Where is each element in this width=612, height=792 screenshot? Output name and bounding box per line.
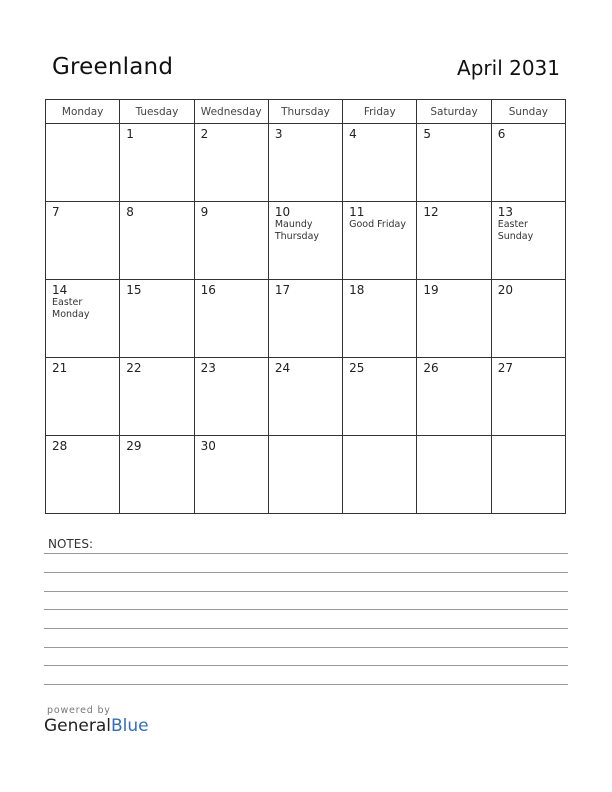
day-cell <box>417 124 491 202</box>
day-cell <box>120 436 194 514</box>
day-number: 8 <box>126 205 134 219</box>
day-number: 4 <box>349 127 357 141</box>
day-number: 13 <box>497 205 513 219</box>
day-number: 20 <box>497 283 513 297</box>
weekday-header: Monday <box>46 100 120 124</box>
week-row <box>46 358 566 436</box>
week-row <box>46 280 566 358</box>
day-cell <box>343 280 417 358</box>
logo-general-text: General <box>44 716 111 736</box>
day-cell <box>46 436 120 514</box>
day-number: 19 <box>423 283 439 297</box>
day-number: 11 <box>349 205 365 219</box>
day-cell <box>194 436 268 514</box>
day-cell <box>120 202 194 280</box>
week-row <box>46 124 566 202</box>
day-number: 12 <box>423 205 439 219</box>
day-number: 21 <box>52 361 68 375</box>
notes-line <box>44 609 568 610</box>
notes-line <box>44 665 568 666</box>
day-number: 7 <box>52 205 60 219</box>
day-number: 1 <box>126 127 134 141</box>
day-cell <box>268 280 342 358</box>
day-number: 28 <box>52 439 68 453</box>
calendar-month-year: April 2031 <box>457 56 560 80</box>
day-cell <box>343 436 417 514</box>
day-cell <box>417 280 491 358</box>
day-cell <box>268 124 342 202</box>
day-cell <box>120 124 194 202</box>
day-cell <box>417 358 491 436</box>
notes-line <box>44 628 568 629</box>
day-number: 27 <box>497 361 513 375</box>
day-number: 17 <box>274 283 291 297</box>
notes-label: NOTES: <box>48 537 93 551</box>
day-cell <box>491 436 565 514</box>
day-cell <box>417 436 491 514</box>
calendar-grid <box>45 99 566 514</box>
week-row <box>46 436 566 514</box>
calendar-country-title: Greenland <box>52 54 174 80</box>
holiday-label: Maundy Thursday <box>274 219 320 242</box>
day-cell <box>120 358 194 436</box>
day-cell <box>491 280 565 358</box>
weekday-header: Thursday <box>268 100 342 124</box>
day-number: 22 <box>126 361 142 375</box>
day-number: 2 <box>200 127 209 141</box>
day-cell <box>491 358 565 436</box>
day-cell <box>194 280 268 358</box>
day-cell <box>46 124 120 202</box>
day-cell <box>46 202 120 280</box>
weekday-header: Saturday <box>417 100 491 124</box>
day-number: 5 <box>423 127 432 141</box>
day-cell <box>417 202 491 280</box>
holiday-label: Easter Sunday <box>497 219 534 242</box>
day-number: 18 <box>349 283 365 297</box>
day-cell <box>194 202 268 280</box>
holiday-label: Good Friday <box>349 219 406 230</box>
day-cell <box>343 124 417 202</box>
day-cell <box>343 358 417 436</box>
day-number: 14 <box>52 283 68 297</box>
day-number: 3 <box>274 127 283 141</box>
powered-by-text: powered by <box>47 705 111 716</box>
week-row <box>46 202 566 280</box>
notes-line <box>44 572 568 573</box>
notes-line <box>44 684 568 685</box>
day-cell <box>46 280 120 358</box>
day-number: 30 <box>200 439 216 453</box>
notes-line <box>44 591 568 592</box>
weekday-header: Friday <box>343 100 417 124</box>
day-number: 15 <box>126 283 142 297</box>
day-cell <box>46 358 120 436</box>
day-number: 26 <box>423 361 439 375</box>
day-number: 25 <box>349 361 365 375</box>
day-number: 23 <box>200 361 216 375</box>
weekday-header: Wednesday <box>194 100 268 124</box>
day-number: 9 <box>200 205 209 219</box>
weekday-header: Sunday <box>491 100 565 124</box>
day-cell <box>194 358 268 436</box>
day-number: 29 <box>126 439 142 453</box>
day-cell <box>491 202 565 280</box>
day-cell <box>491 124 565 202</box>
generalblue-logo <box>44 716 149 736</box>
day-number: 16 <box>200 283 216 297</box>
notes-line <box>44 647 568 648</box>
weekday-header-row <box>46 100 566 124</box>
holiday-label: Easter Monday <box>52 297 90 320</box>
day-cell <box>268 202 342 280</box>
day-cell <box>120 280 194 358</box>
weekday-header: Tuesday <box>120 100 194 124</box>
day-number: 10 <box>274 205 291 219</box>
day-cell <box>343 202 417 280</box>
notes-line <box>44 553 568 554</box>
day-cell <box>194 124 268 202</box>
day-cell <box>268 436 342 514</box>
logo-blue-text: Blue <box>111 716 149 736</box>
day-cell <box>268 358 342 436</box>
day-number: 24 <box>274 361 291 375</box>
day-number: 6 <box>497 127 506 141</box>
